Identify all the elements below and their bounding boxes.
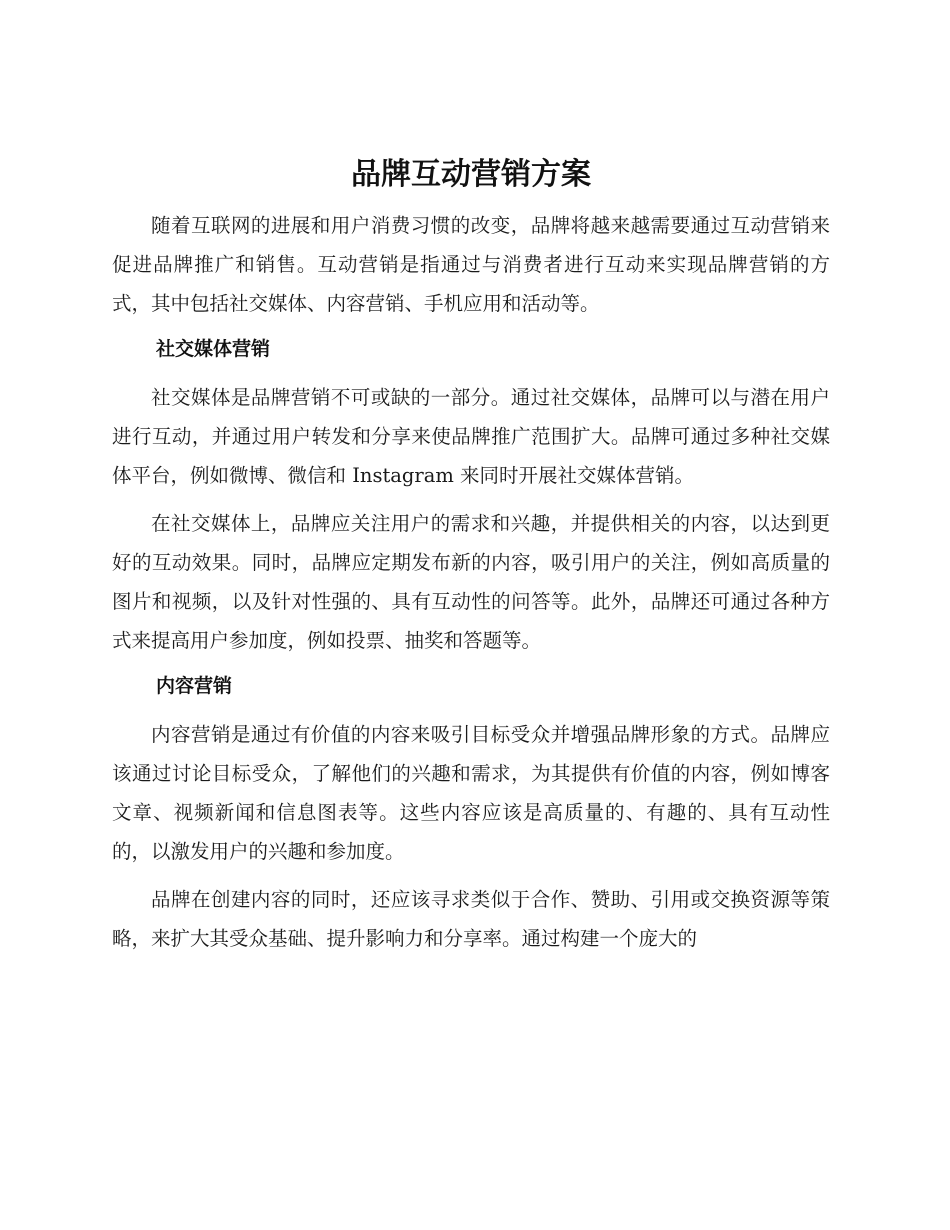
paragraph: 在社交媒体上，品牌应关注用户的需求和兴趣，并提供相关的内容，以达到更好的互动效果。同时，品牌应定期发布新的内容，吸引用户的关注，例如高质量的图片和视频，以及针对性强的、具有互动性的问答等。此外，品牌还可通过各种方式来提高用户参加度，例如投票、抽奖和答题等。 [112, 512, 830, 652]
intro-paragraph: 随着互联网的进展和用户消费习惯的改变，品牌将越来越需要通过互动营销来促进品牌推广和销售。互动营销是指通过与消费者进行互动来实现品牌营销的方式，其中包括社交媒体、内容营销、手机应用和活动等。 [112, 214, 830, 315]
document-title: 品牌互动营销方案 [351, 157, 591, 192]
section-social-media [112, 332, 830, 660]
paragraph: 内容营销是通过有价值的内容来吸引目标受众并增强品牌形象的方式。品牌应该通过讨论目标受众，了解他们的兴趣和需求，为其提供有价值的内容，例如博客文章、视频新闻和信息图表等。这些内容应该是高质量的、有趣的、具有互动性的，以激发用户的兴趣和参加度。 [112, 723, 830, 863]
paragraph: 品牌在创建内容的同时，还应该寻求类似于合作、赞助、引用或交换资源等策略，来扩大其受众基础、提升影响力和分享率。通过构建一个庞大的 [112, 888, 830, 950]
section-content-marketing [112, 669, 830, 958]
section-heading: 内容营销 [156, 675, 233, 697]
paragraph: 社交媒体是品牌营销不可或缺的一部分。通过社交媒体，品牌可以与潜在用户进行互动，并通过用户转发和分享来使品牌推广范围扩大。品牌可通过多种社交媒体平台，例如微博、微信和 Instagram 来同时开展社交媒体营销。 [112, 386, 830, 487]
document-body [112, 150, 830, 967]
section-heading: 社交媒体营销 [156, 338, 271, 360]
